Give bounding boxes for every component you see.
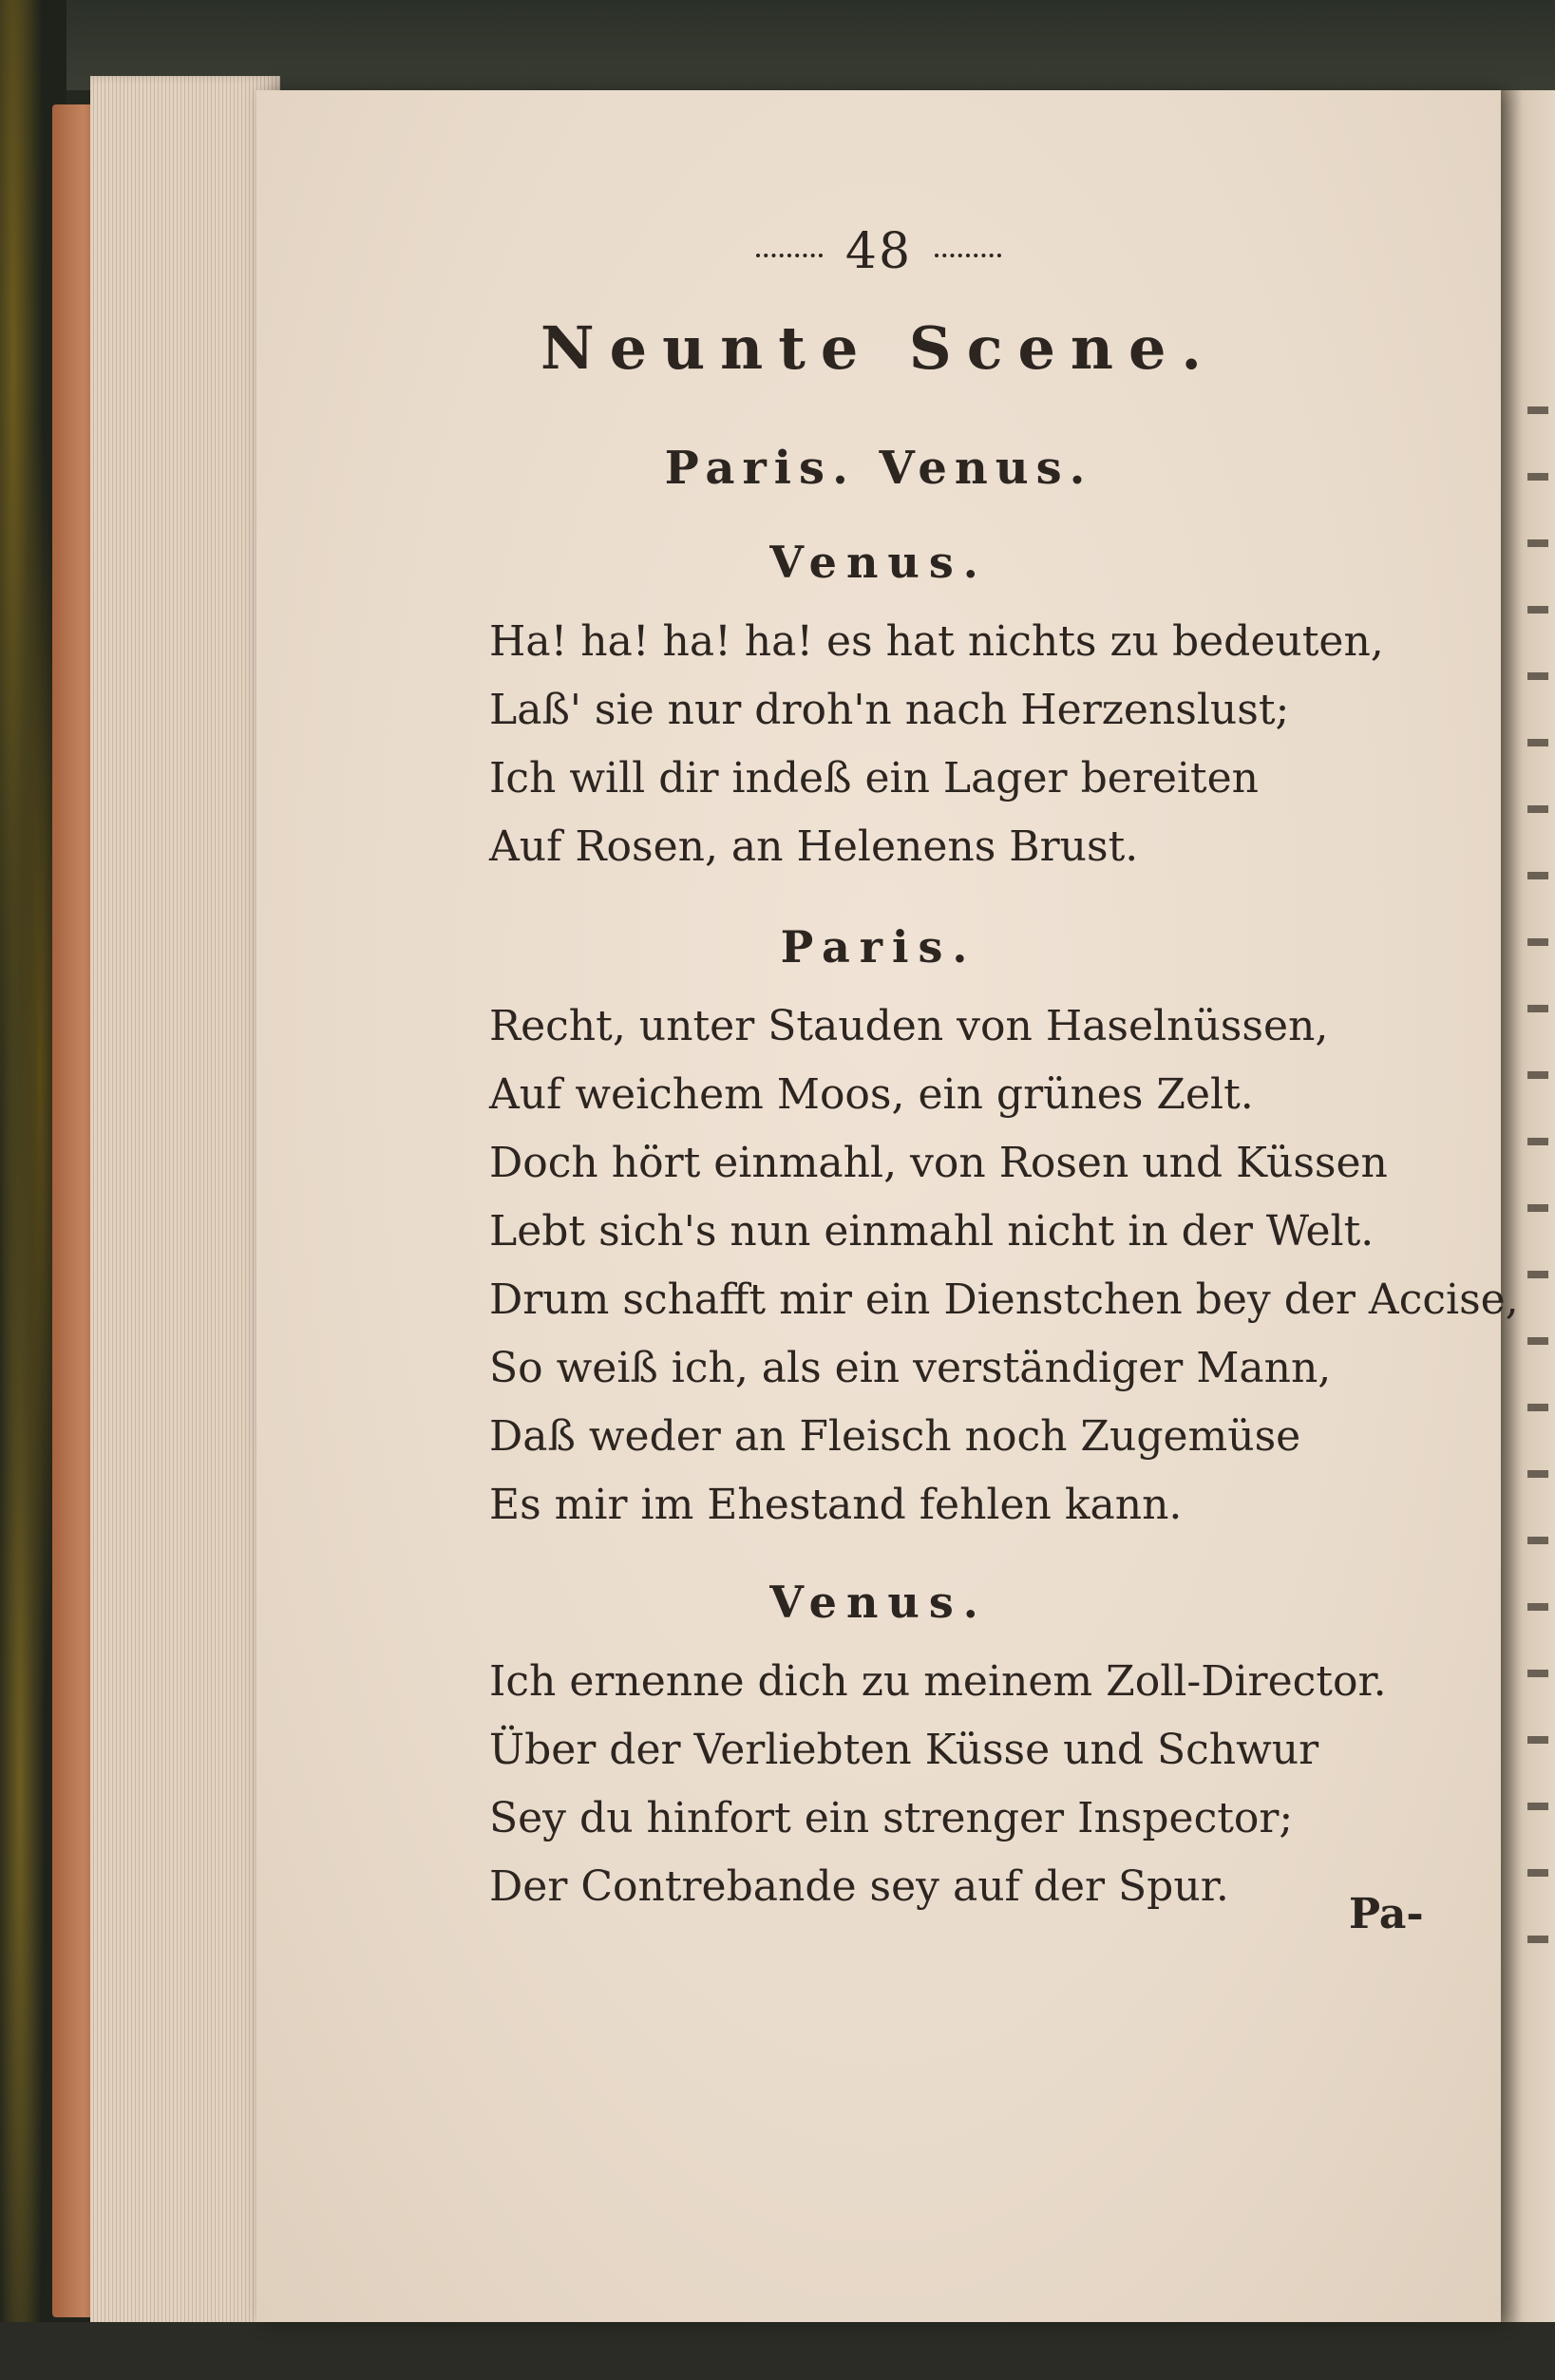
catchword: Pa- [1349, 1890, 1424, 1938]
verse-line: Drum schafft mir ein Dienstchen bey der Accise, [489, 1275, 1519, 1324]
scene-title: Neunte Scene. [540, 313, 1218, 383]
speaker-paris: Paris. [780, 921, 977, 973]
verse-line: Sey du hinfort ein strenger Inspector; [489, 1794, 1294, 1842]
speaker-venus-1: Venus. [769, 537, 988, 588]
verse-line: Laß' sie nur droh'n nach Herzenslust; [489, 686, 1290, 734]
ornament-dash-right [935, 254, 1001, 257]
ornament-dash-left [756, 254, 823, 257]
verse-line: Doch hört einmahl, von Rosen und Küssen [489, 1139, 1388, 1187]
verse-line: So weiß ich, als ein verständiger Mann, [489, 1344, 1332, 1392]
binding-bottom [0, 2322, 1555, 2380]
page-edges [90, 76, 280, 2346]
verse-block-3 [489, 1648, 1387, 1921]
verse-line: Es mir im Ehestand fehlen kann. [489, 1481, 1183, 1529]
verse-line: Ha! ha! ha! ha! es hat nichts zu bedeuten, [489, 617, 1384, 666]
facing-page-text-marks [1527, 361, 1548, 1975]
verse-block-2 [489, 992, 1519, 1539]
verse-block-1 [489, 608, 1384, 881]
page-number-line [256, 223, 1501, 280]
verse-line: Auf weichem Moos, ein grünes Zelt. [489, 1070, 1254, 1119]
verse-line: Daß weder an Fleisch noch Zugemüse [489, 1412, 1301, 1461]
verse-line: Ich will dir indeß ein Lager bereiten [489, 754, 1259, 803]
book-page [256, 90, 1519, 2322]
speaker-venus-2: Venus. [769, 1577, 988, 1628]
verse-line: Lebt sich's nun einmahl nicht in der Welt. [489, 1207, 1375, 1256]
scene-persons: Paris. Venus. [664, 442, 1093, 495]
verse-line: Auf Rosen, an Helenens Brust. [489, 822, 1139, 871]
verse-line: Der Contrebande sey auf der Spur. [489, 1862, 1229, 1911]
page-number: 48 [844, 223, 913, 280]
verse-line: Recht, unter Stauden von Haselnüssen, [489, 1002, 1329, 1050]
verse-line: Über der Verliebten Küsse und Schwur [489, 1726, 1319, 1774]
verse-line: Ich ernenne dich zu meinem Zoll-Director. [489, 1657, 1387, 1706]
